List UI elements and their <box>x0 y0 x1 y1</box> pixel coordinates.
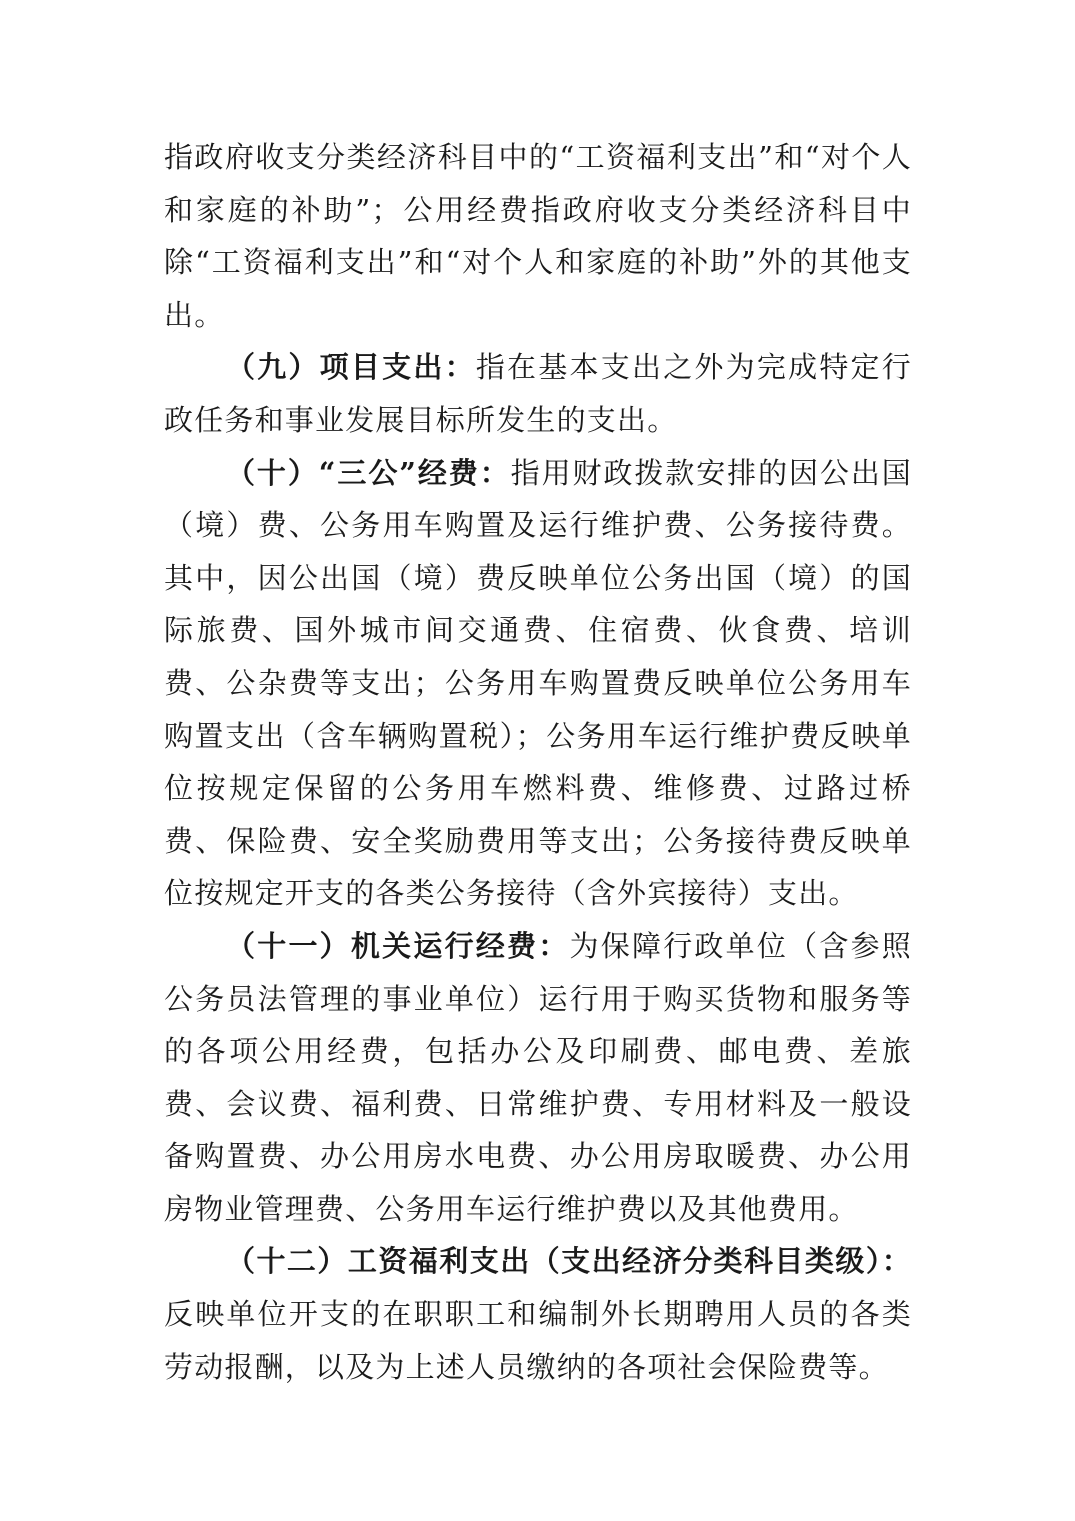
paragraph-text: 指用财政拨款安排的因公出国（境）费、公务用车购置及运行维护费、公务接待费。其中，因公出国（境）费反映单位公务出国（境）的国际旅费、国外城市间交通费、住宿费、伙食费、培训费、公杂费等支出；公务用车购置费反映单位公务用车购置支出（含车辆购置税）；公务用车运行维护费反映单位按规定保留的公务用车燃料费、维修费、过路过桥费、保险费、安全奖励费用等支出；公务接待费反映单位按规定开支的各类公务接待（含外宾接待）支出。 <box>164 455 912 911</box>
paragraph-heading: （十）“三公”经费： <box>226 455 511 490</box>
paragraph-item-12 <box>164 1235 912 1393</box>
document-body <box>164 131 912 1393</box>
paragraph-item-10 <box>164 447 912 920</box>
paragraph-continuation <box>164 131 912 341</box>
paragraph-heading: （十一）机关运行经费： <box>226 928 570 963</box>
paragraph-text: 指政府收支分类经济科目中的“工资福利支出”和“对个人和家庭的补助”；公用经费指政府收支分类经济科目中除“工资福利支出”和“对个人和家庭的补助”外的其他支出。 <box>164 140 912 332</box>
paragraph-item-9 <box>164 341 912 446</box>
paragraph-text: 指在基本支出之外为完成特定行政任务和事业发展目标所发生的支出。 <box>164 350 912 437</box>
paragraph-text: 为保障行政单位（含参照公务员法管理的事业单位）运行用于购买货物和服务等的各项公用经费，包括办公及印刷费、邮电费、差旅费、会议费、福利费、日常维护费、专用材料及一般设备购置费、办公用房水电费、办公用房取暖费、办公用房物业管理费、公务用车运行维护费以及其他费用。 <box>164 928 912 1226</box>
paragraph-heading: （九）项目支出： <box>226 350 476 385</box>
paragraph-heading: （十二）工资福利支出（支出经济分类科目类级）： <box>226 1244 912 1279</box>
paragraph-item-11 <box>164 920 912 1236</box>
paragraph-text: 反映单位开支的在职职工和编制外长期聘用人员的各类劳动报酬，以及为上述人员缴纳的各项社会保险费等。 <box>164 1297 912 1384</box>
